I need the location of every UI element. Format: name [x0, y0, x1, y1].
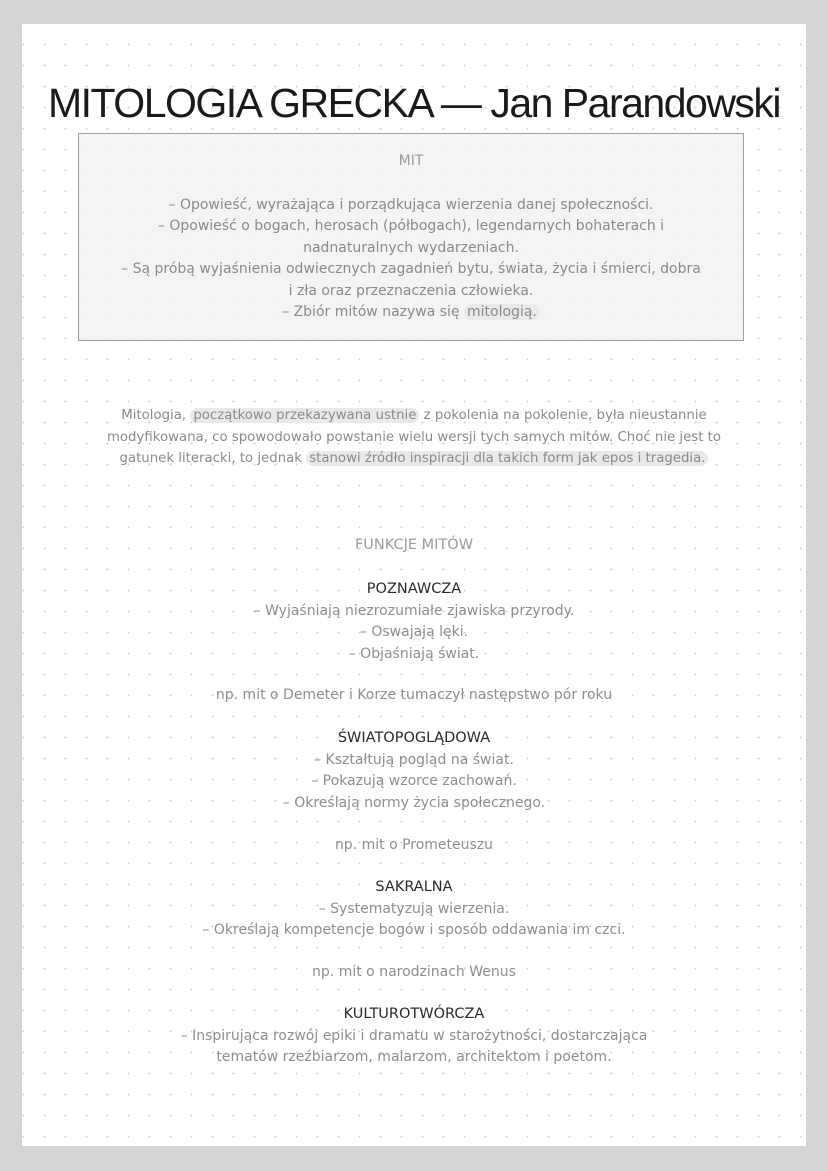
function-sacral	[22, 877, 806, 942]
function-points	[22, 1026, 806, 1069]
function-point: – Oswajają lęki.	[359, 624, 469, 641]
function-point: – Inspirująca rozwój epiki i dramatu w starożytności, dostarczająca	[180, 1027, 648, 1044]
function-point: – Objaśniają świat.	[348, 645, 480, 662]
intro-highlight-inspiration: stanowi źródło inspiracji dla takich form jak epos i tragedia.	[306, 451, 708, 466]
definition-lines	[93, 195, 729, 323]
definition-line: i zła oraz przeznaczenia człowieka.	[288, 282, 534, 299]
function-point: – Określają normy życia społecznego.	[282, 794, 546, 811]
function-point: – Wyjaśniają niezrozumiałe zjawiska przyrody.	[253, 602, 575, 619]
definition-line: – Opowieść, wyrażająca i porządkująca wierzenia danej społeczności.	[168, 197, 654, 213]
intro-text: z pokolenia na pokolenie, była nieustannie modyfikowana, co spowodowało powstanie wielu wersji tych samych mitów. Choć nie jest to gatunek literacki, to jednak	[106, 408, 722, 467]
functions-heading: FUNKCJE MITÓW	[354, 537, 474, 553]
function-culture-forming	[22, 1004, 806, 1069]
intro-highlight-oral: początkowo przekazywana ustnie	[190, 408, 419, 423]
intro-text: Mitologia,	[121, 408, 191, 423]
definition-line-last	[93, 302, 729, 323]
intro-paragraph	[82, 405, 746, 470]
definition-last-text: – Zbiór mitów nazywa się	[282, 304, 465, 321]
definition-heading: MIT	[398, 153, 424, 169]
function-point: – Kształtują pogląd na świat.	[314, 751, 514, 768]
function-example: np. mit o Demeter i Korze tumaczył następstwo pór roku	[215, 687, 613, 703]
note-page	[22, 24, 806, 1146]
function-worldview	[22, 728, 806, 814]
definition-box	[78, 133, 744, 341]
function-points	[22, 899, 806, 942]
highlight-mitologia: mitologią.	[464, 304, 540, 320]
function-cognitive	[22, 579, 806, 665]
definition-line: nadnaturalnych wydarzeniach.	[303, 239, 519, 256]
function-example: np. mit o Prometeuszu	[334, 837, 494, 853]
function-point: tematów rzeźbiarzom, malarzom, architektom i poetom.	[216, 1049, 612, 1066]
function-name: ŚWIATOPOGLĄDOWA	[337, 730, 491, 746]
function-name: KULTUROTWÓRCZA	[343, 1006, 485, 1022]
function-name: SAKRALNA	[375, 879, 453, 895]
definition-line: – Opowieść o bogach, herosach (półbogach), legendarnych bohaterach i	[157, 218, 665, 235]
function-point: – Określają kompetencje bogów i sposób oddawania im czci.	[202, 922, 626, 939]
function-points	[22, 750, 806, 815]
function-name: POZNAWCZA	[366, 581, 462, 597]
function-points	[22, 601, 806, 666]
function-point: – Pokazują wzorce zachowań.	[311, 773, 517, 790]
definition-line: – Są próbą wyjaśnienia odwiecznych zagadnień bytu, świata, życia i śmierci, dobra	[121, 261, 701, 278]
function-example: np. mit o narodzinach Wenus	[312, 964, 516, 980]
page-title: MITOLOGIA GRECKA — Jan Parandowski	[47, 80, 781, 126]
function-point: – Systematyzują wierzenia.	[318, 900, 510, 917]
